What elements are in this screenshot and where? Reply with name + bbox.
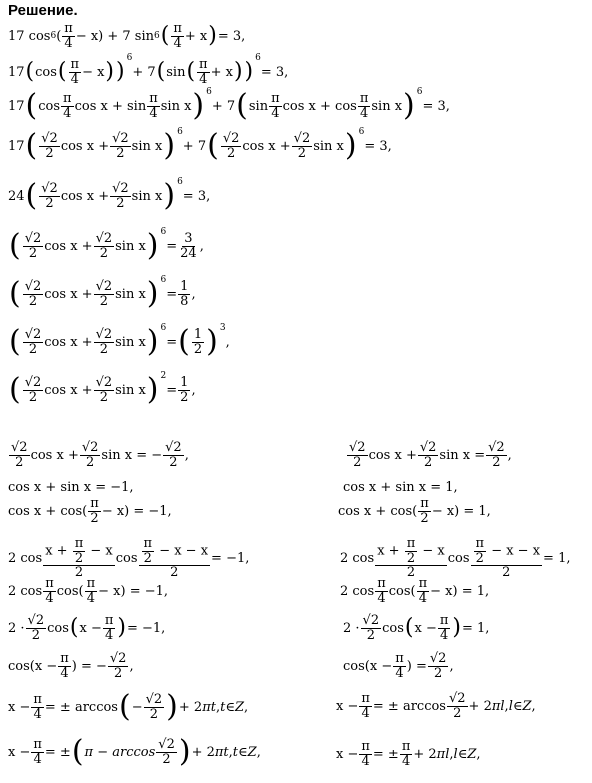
equation-line-8: ( $\frac{√2}{2}$ cos x + $\frac{√2}{2}$ sin x ) 6 = ( $\frac{1}{2}$ ) 3 , (9, 323, 230, 359)
right-line-4: 2 cos x + $\frac{\pi}{2}$ − x 2 cos $\frac{\pi}{2}$ − x − x 2 = 1, (340, 536, 571, 581)
solution-heading: Решение. (8, 2, 78, 19)
right-line-8: x − $\frac{\pi}{4}$ = ± arccos $\frac{√2}{2}$ + 2 πl , l ∈ Z , (336, 691, 536, 721)
right-line-2: cos x + sin x = 1, (343, 480, 458, 495)
left-line-2: cos x + sin x = −1, (8, 480, 134, 495)
left-line-9: x − $\frac{\pi}{4}$ = ± ( π − arccos $\frac{√2}{2}$ ) + 2 πt , t ∈ Z , (8, 734, 261, 769)
left-line-4: 2 cos x + $\frac{\pi}{2}$ − x 2 cos $\frac{\pi}{2}$ − x − x 2 = −1, (8, 536, 250, 581)
right-line-1: $\frac{√2}{2}$ cos x + $\frac{√2}{2}$ sin x = $\frac{√2}{2}$ , (349, 440, 512, 470)
left-line-3: cos x + cos( $\frac{\pi}{2}$ − x) = −1, (8, 496, 172, 526)
equation-line-5: 24 ( $\frac{√2}{2}$ cos x + $\frac{√2}{2}$ sin x ) 6 = 3, (8, 177, 211, 213)
equation-line-6: ( $\frac{√2}{2}$ cos x + $\frac{√2}{2}$ sin x ) 6 = $\frac{3}{24}$ , (9, 227, 204, 263)
equation-line-2: 17 ( cos ( $\frac{\pi}{4}$ − x ) ) 6 + 7 ( sin ( $\frac{\pi}{4}$ + x ) ) 6 = 3, (8, 53, 289, 87)
left-line-6: 2 · $\frac{√2}{2}$ cos ( x − $\frac{\pi}{4}$ ) = −1, (8, 613, 166, 643)
right-line-9: x − $\frac{\pi}{4}$ = ± $\frac{\pi}{4}$ + 2 πl , l ∈ Z , (336, 739, 481, 769)
equation-line-4: 17 ( $\frac{√2}{2}$ cos x + $\frac{√2}{2}$ sin x ) 6 + 7 ( $\frac{√2}{2}$ cos x + $\frac{√2}{2}$ sin x ) 6 = 3, (8, 127, 392, 163)
left-line-7: cos(x − $\frac{\pi}{4}$ ) = − $\frac{√2}{2}$ , (8, 651, 134, 681)
left-line-5: 2 cos $\frac{\pi}{4}$ cos( $\frac{\pi}{4}$ − x) = −1, (8, 576, 169, 606)
equation-line-1: 17 cos 6 ( $\frac{\pi}{4}$ − x) + 7 sin 6 ( $\frac{\pi}{4}$ + x ) = 3, (8, 21, 246, 51)
right-line-5: 2 cos $\frac{\pi}{4}$ cos( $\frac{\pi}{4}$ − x) = 1, (340, 576, 490, 606)
right-line-3: cos x + cos( $\frac{\pi}{2}$ − x) = 1, (338, 496, 491, 526)
equation-line-3: 17 ( cos $\frac{\pi}{4}$ cos x + sin $\frac{\pi}{4}$ sin x ) 6 + 7 ( sin $\frac{\pi}{4}$ cos x + cos $\frac{\pi}{4}$ sin x ) 6 = 3, (8, 87, 450, 123)
right-line-7: cos(x − $\frac{\pi}{4}$ ) = $\frac{√2}{2}$ , (343, 651, 454, 681)
left-line-8: x − $\frac{\pi}{4}$ = ± arccos ( − $\frac{√2}{2}$ ) + 2 πt , t ∈ Z , (8, 689, 249, 724)
left-line-1: $\frac{√2}{2}$ cos x + $\frac{√2}{2}$ sin x = − $\frac{√2}{2}$ , (11, 440, 189, 470)
right-line-6: 2 · $\frac{√2}{2}$ cos ( x − $\frac{\pi}{4}$ ) = 1, (343, 613, 490, 643)
equation-line-7: ( $\frac{√2}{2}$ cos x + $\frac{√2}{2}$ sin x ) 6 = $\frac{1}{8}$ , (9, 275, 196, 311)
equation-line-9: ( $\frac{√2}{2}$ cos x + $\frac{√2}{2}$ sin x ) 2 = $\frac{1}{2}$ , (9, 371, 196, 407)
